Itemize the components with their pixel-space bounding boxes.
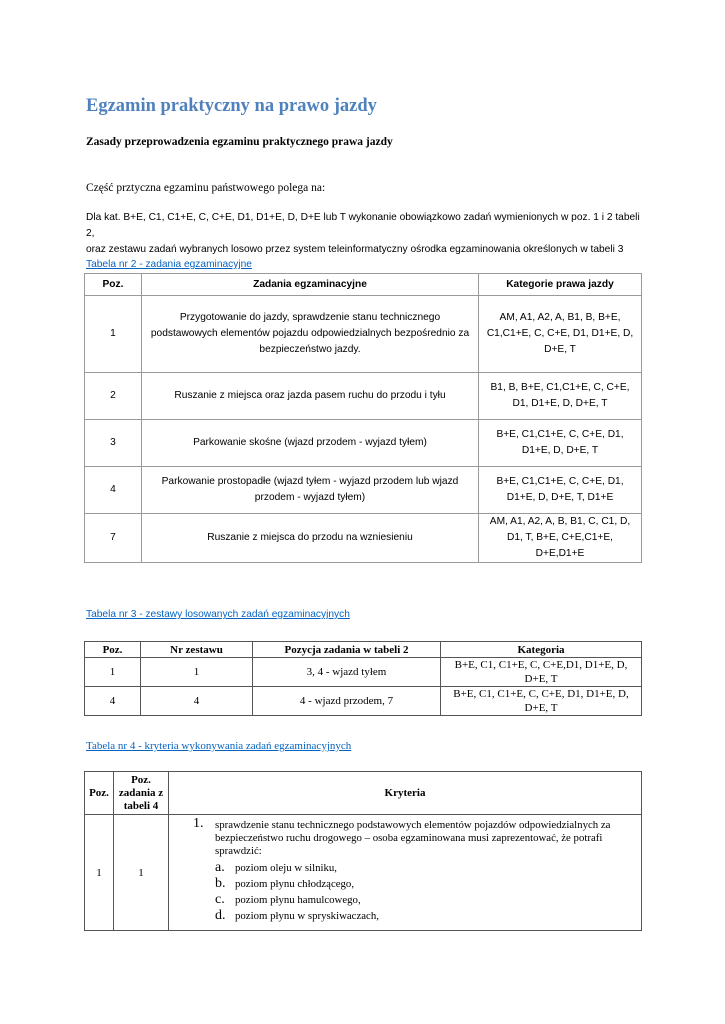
list-item-text: poziom płynu hamulcowego, <box>235 894 361 906</box>
table-row <box>85 373 642 420</box>
cell-poz: 1 <box>85 296 142 373</box>
table-row <box>85 420 642 467</box>
column-header: Kategoria <box>441 642 642 658</box>
criteria-text: sprawdzenie stanu technicznego podstawowych elementów pojazdów odpowiedzialnych za bezpieczeństwo ruchu drogowego – osoba egzaminowana musi zaprezentować, że potrafi sprawdzić: <box>215 819 611 857</box>
table-header-row <box>85 642 642 658</box>
list-item <box>173 876 637 892</box>
table-header-row <box>85 772 642 815</box>
column-header: Poz. <box>85 642 141 658</box>
cell-poz: 4 <box>85 467 142 514</box>
cell-task: Parkowanie skośne (wjazd przodem - wyjazd tyłem) <box>142 420 479 467</box>
cell-categories: AM, A1, A2, A, B1, B, B+E, C1,C1+E, C, C+E, D1, D1+E, D, D+E, T <box>479 296 642 373</box>
cell-task: Przygotowanie do jazdy, sprawdzenie stanu technicznego podstawowych elementów pojazdu odpowiedzialnych bezpośrednio za bezpieczeństwo jazdy. <box>142 296 479 373</box>
table-header-row <box>85 274 642 296</box>
criteria-sublist <box>173 860 637 924</box>
column-header: Nr zestawu <box>141 642 253 658</box>
list-item <box>173 908 637 924</box>
table2-caption[interactable]: Tabela nr 2 - zadania egzaminacyjne <box>86 259 252 270</box>
cell-task: Parkowanie prostopadłe (wjazd tyłem - wyjazd przodem lub wjazd przodem - wyjazd tyłem) <box>142 467 479 514</box>
cell-category: B+E, C1, C1+E, C, C+E,D1, D1+E, D, D+E, T <box>441 658 642 687</box>
column-header: Kategorie prawa jazdy <box>479 274 642 296</box>
column-header: Pozycja zadania w tabeli 2 <box>253 642 441 658</box>
cell-categories: B+E, C1,C1+E, C, C+E, D1, D1+E, D, D+E, T, D1+E <box>479 467 642 514</box>
list-letter: d. <box>215 908 226 923</box>
exam-tasks-table <box>84 273 642 563</box>
table-row <box>85 687 642 716</box>
cell-poz: 2 <box>85 373 142 420</box>
table-row <box>85 815 642 931</box>
list-letter: c. <box>215 892 225 907</box>
section-subtitle: Zasady przeprowadzenia egzaminu praktycznego prawa jazdy <box>86 136 393 148</box>
table3-caption[interactable]: Tabela nr 3 - zestawy losowanych zadań egzaminacyjnych <box>86 609 350 620</box>
cell-task-position: 1 <box>114 815 169 931</box>
column-header: Zadania egzaminacyjne <box>142 274 479 296</box>
list-item-text: poziom płynu w spryskiwaczach, <box>235 910 379 922</box>
table4-caption[interactable]: Tabela nr 4 - kryteria wykonywania zadań egzaminacyjnych <box>86 740 352 752</box>
cell-criteria <box>169 815 642 931</box>
list-letter: b. <box>215 876 226 891</box>
cell-poz: 1 <box>85 658 141 687</box>
list-item-text: poziom płynu chłodzącego, <box>235 878 355 890</box>
table-row <box>85 467 642 514</box>
cell-poz: 7 <box>85 514 142 563</box>
table-row <box>85 296 642 373</box>
page-title: Egzamin praktyczny na prawo jazdy <box>86 96 377 116</box>
column-header: Poz. <box>85 772 114 815</box>
cell-categories: B+E, C1,C1+E, C, C+E, D1, D1+E, D, D+E, T <box>479 420 642 467</box>
cell-category: B+E, C1, C1+E, C, C+E, D1, D1+E, D, D+E, T <box>441 687 642 716</box>
column-header: Poz. zadania z tabeli 4 <box>114 772 169 815</box>
description-line: oraz zestawu zadań wybranych losowo przez system teleinformatyczny ośrodka egzaminowania określonych w tabeli 3 <box>86 244 624 255</box>
cell-poz: 1 <box>85 815 114 931</box>
list-number: 1. <box>193 816 204 831</box>
table-row <box>85 514 642 563</box>
cell-poz: 3 <box>85 420 142 467</box>
cell-set-number: 4 <box>141 687 253 716</box>
column-header: Kryteria <box>169 772 642 815</box>
cell-task-position: 4 - wjazd przodem, 7 <box>253 687 441 716</box>
column-header: Poz. <box>85 274 142 296</box>
description-line: Dla kat. B+E, C1, C1+E, C, C+E, D1, D1+E, D, D+E lub T wykonanie obowiązkowo zadań wymienionych w poz. 1 i 2 tabeli 2, <box>86 212 640 239</box>
list-letter: a. <box>215 860 225 875</box>
list-item <box>173 892 637 908</box>
criteria-table <box>84 771 642 931</box>
list-item-text: poziom oleju w silniku, <box>235 862 337 874</box>
table-row <box>85 658 642 687</box>
criteria-main-item <box>173 817 637 858</box>
cell-categories: AM, A1, A2, A, B, B1, C, C1, D, D1, T, B+E, C+E,C1+E, D+E,D1+E <box>479 514 642 563</box>
list-item <box>173 860 637 876</box>
cell-categories: B1, B, B+E, C1,C1+E, C, C+E, D1, D1+E, D, D+E, T <box>479 373 642 420</box>
cell-task-position: 3, 4 - wjazd tyłem <box>253 658 441 687</box>
cell-poz: 4 <box>85 687 141 716</box>
random-sets-table <box>84 641 642 716</box>
description-paragraph <box>86 210 646 258</box>
intro-text: Część prztyczna egzaminu państwowego polega na: <box>86 182 326 194</box>
cell-task: Ruszanie z miejsca do przodu na wzniesieniu <box>142 514 479 563</box>
cell-task: Ruszanie z miejsca oraz jazda pasem ruchu do przodu i tyłu <box>142 373 479 420</box>
cell-set-number: 1 <box>141 658 253 687</box>
